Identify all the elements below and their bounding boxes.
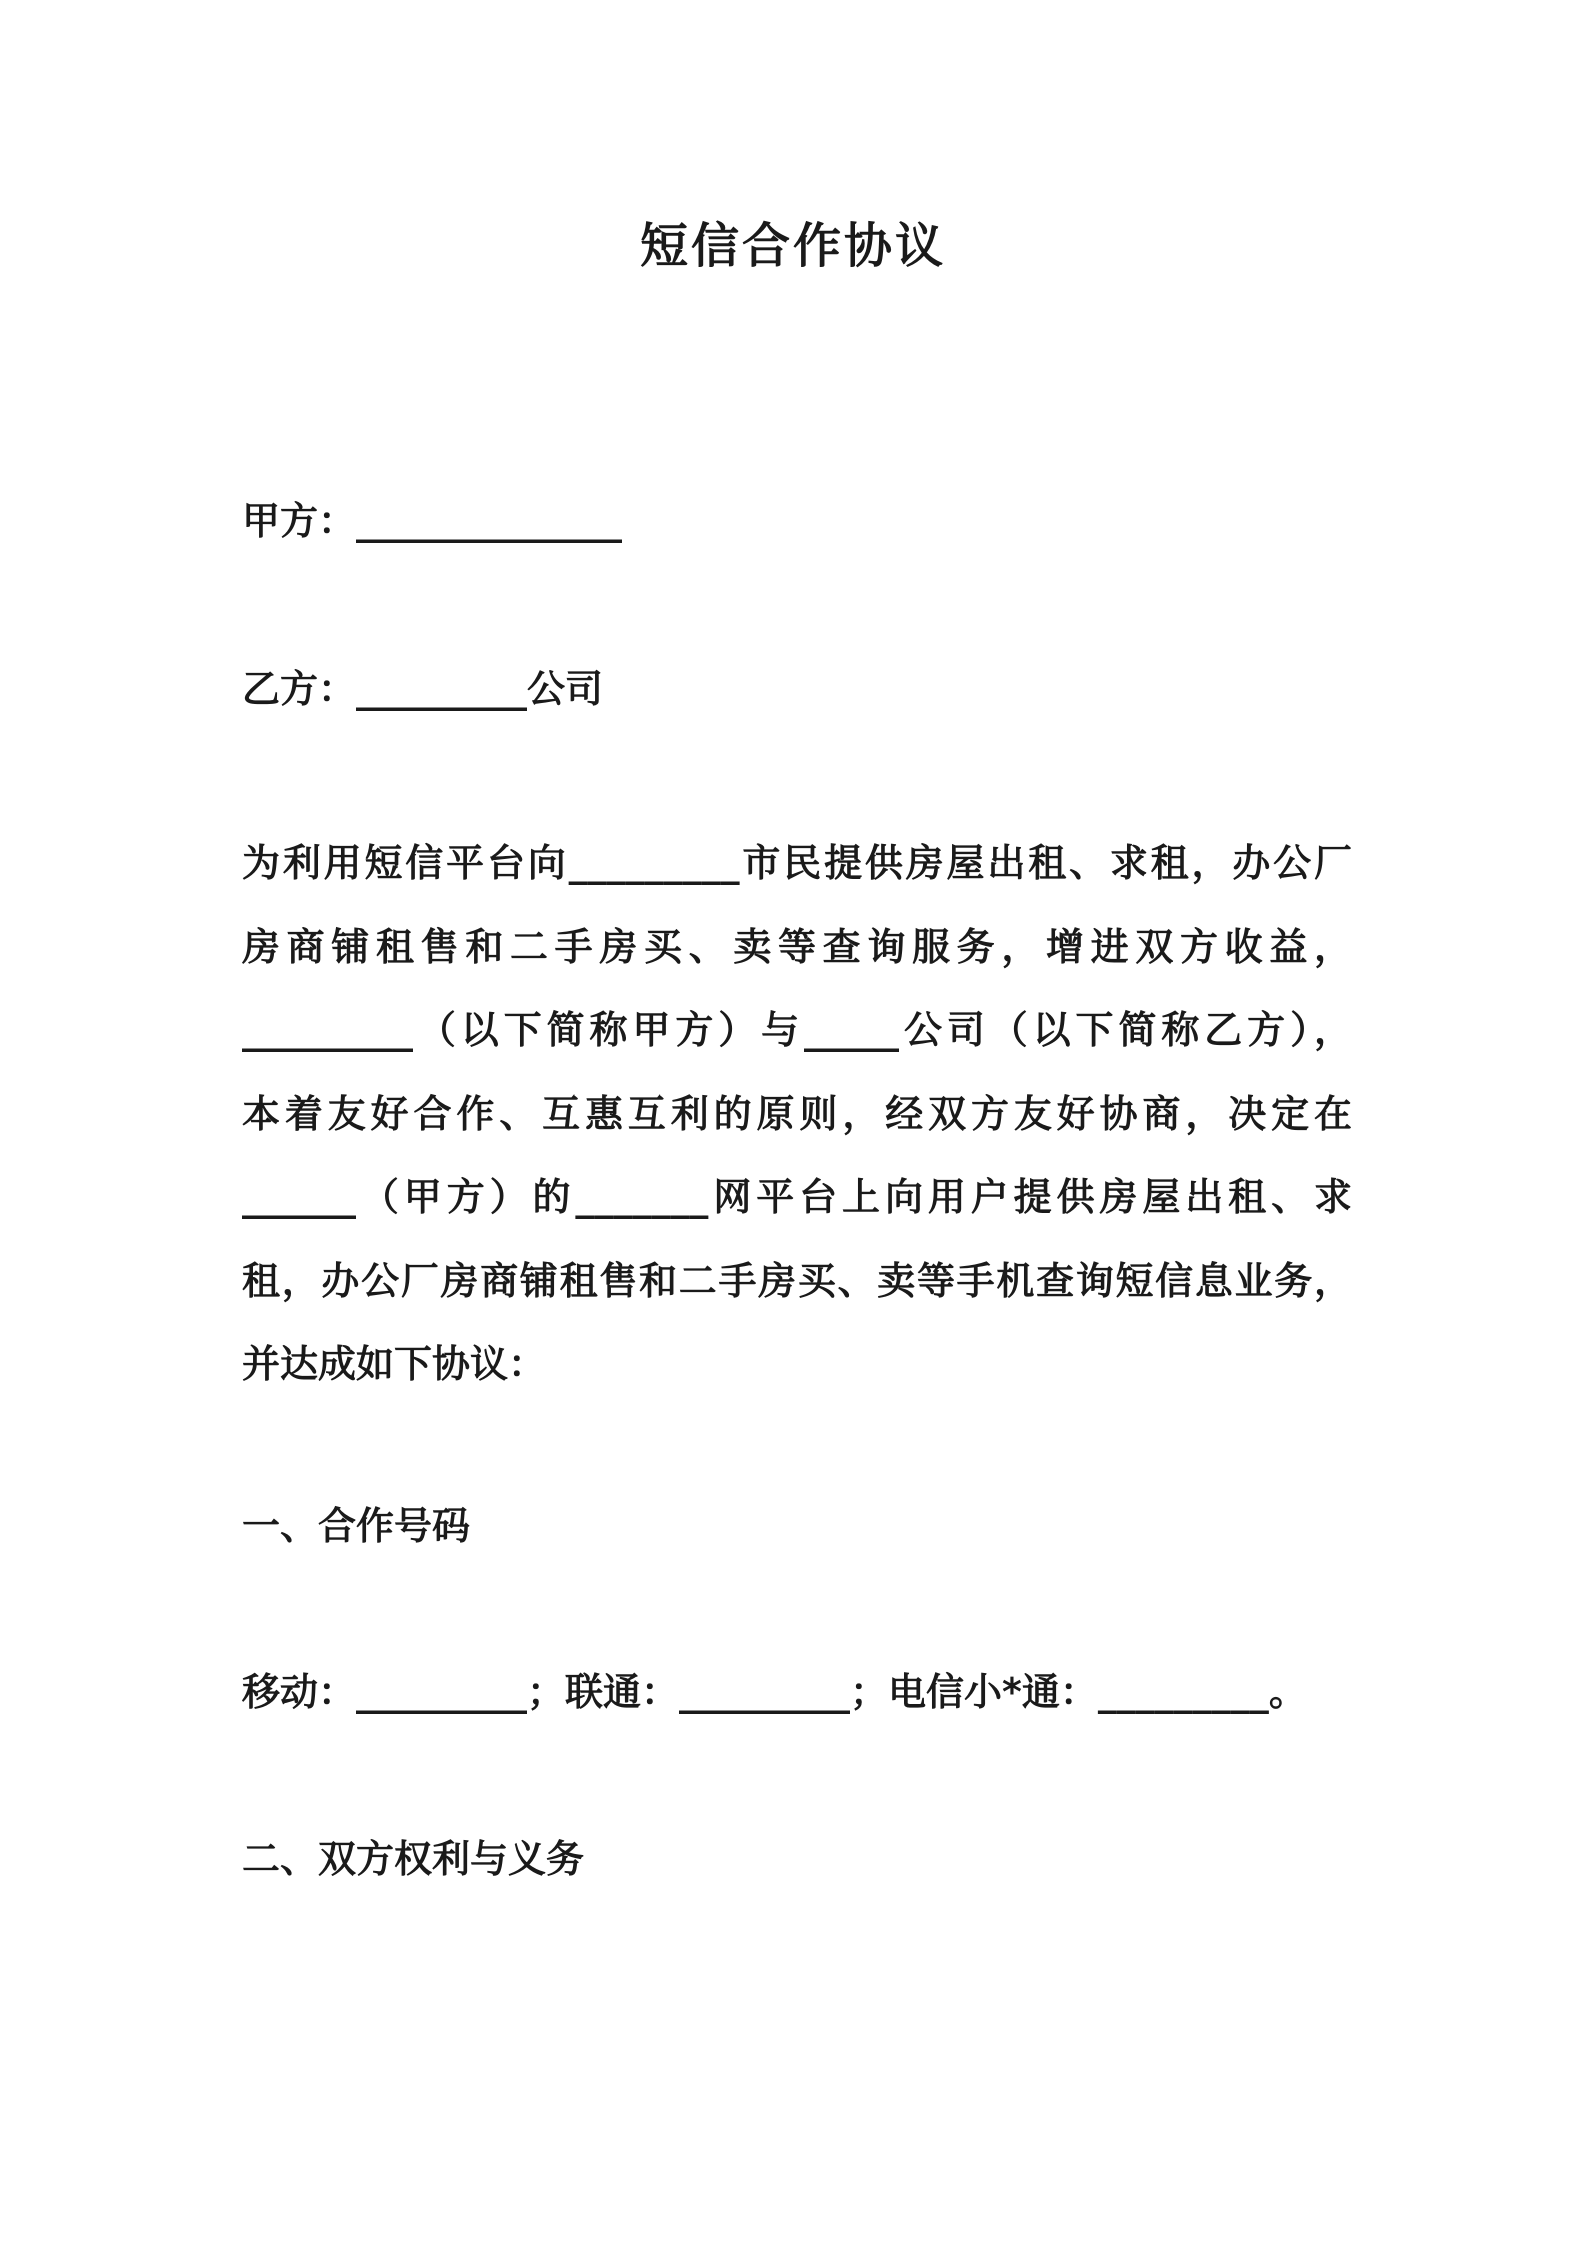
intro-paragraph	[242, 822, 1352, 1407]
party-a-line: 甲方：______________	[242, 499, 623, 543]
intro-line-1: 为利用短信平台向_________市民提供房屋出租、求租，办公厂	[242, 841, 1352, 885]
intro-line-4: 本着友好合作、互惠互利的原则，经双方友好协商，决定在	[242, 1091, 1352, 1136]
intro-line-6: 租，办公厂房商铺租售和二手房买、卖等手机查询短信息业务，	[242, 1258, 1352, 1303]
document-title: 短信合作协议	[639, 218, 946, 274]
intro-line-7: 并达成如下协议：	[242, 1342, 547, 1386]
intro-line-2: 房商铺租售和二手房买、卖等查询服务，增进双方收益，	[242, 924, 1352, 969]
section-1-heading: 一、合作号码	[242, 1504, 471, 1548]
party-b-line: 乙方：_________公司	[242, 667, 604, 711]
section-2-heading: 二、双方权利与义务	[242, 1837, 585, 1881]
intro-line-5: ______（甲方）的_______网平台上向用户提供房屋出租、求	[242, 1175, 1352, 1219]
cooperation-numbers-line: 移动：_________；联通：_________；电信小*通：_________。	[242, 1670, 1307, 1714]
intro-line-3: _________（以下简称甲方）与_____公司（以下简称乙方），	[242, 1008, 1352, 1052]
